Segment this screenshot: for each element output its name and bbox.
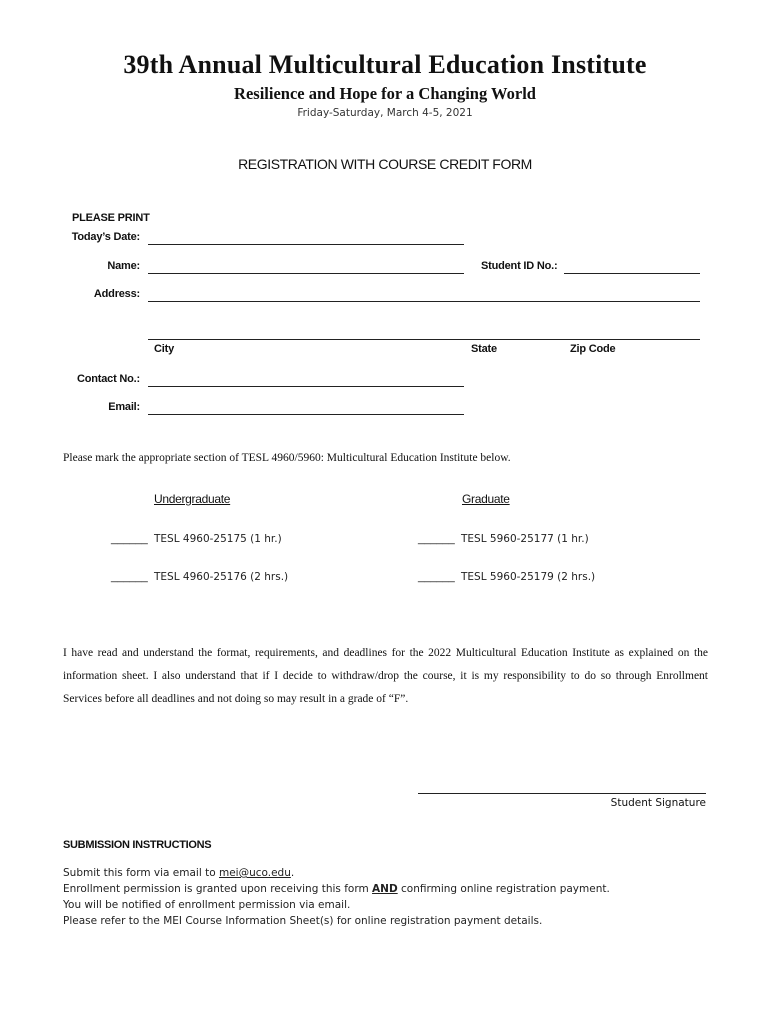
submission-line-4: Please refer to the MEI Course Information Sheet(s) for online registration payment details. (63, 915, 543, 927)
document-subtitle: Resilience and Hope for a Changing World (234, 84, 536, 103)
course-option: TESL 4960-25175 (1 hr.) (154, 533, 282, 545)
form-title: REGISTRATION WITH COURSE CREDIT FORM (238, 156, 532, 172)
email-field[interactable] (148, 414, 464, 415)
undergraduate-heading: Undergraduate (154, 492, 231, 506)
name-label: Name: (107, 260, 140, 272)
address-label: Address: (93, 288, 140, 300)
course-option: TESL 5960-25177 (1 hr.) (461, 533, 589, 545)
submission-line-1 (63, 867, 294, 879)
address-field-line1[interactable] (148, 301, 700, 302)
course-checkmark-blank[interactable]: ______ (111, 533, 148, 545)
please-print-label: PLEASE PRINT (72, 212, 150, 224)
email-link[interactable]: mei@uco.edu (218, 867, 291, 879)
course-checkmark-blank[interactable]: ______ (418, 571, 455, 583)
todays-date-label: Today’s Date: (71, 231, 140, 243)
graduate-heading: Graduate (462, 492, 510, 506)
state-label: State (471, 343, 497, 355)
agreement-paragraph: I have read and understand the format, requirements, and deadlines for the 2022 Multicultural Education Institute as explained on the information sheet. I also understand that if I decide to withdraw/drop the course, it is my responsibility to do so through Enrollment Services before all deadlines and not doing so may result in a grade of “F”. (63, 647, 708, 705)
email-label: Email: (108, 401, 140, 413)
zip-code-label: Zip Code (570, 343, 616, 355)
submission-line-2 (63, 883, 610, 895)
todays-date-field[interactable] (148, 244, 464, 245)
signature-label: Student Signature (610, 797, 706, 809)
and-emphasis: AND (372, 883, 398, 895)
document-title: 39th Annual Multicultural Education Institute (123, 50, 647, 79)
student-id-label: Student ID No.: (481, 260, 558, 272)
address-field-line2[interactable] (148, 339, 700, 340)
submission-line-2-prefix: Enrollment permission is granted upon receiving this form (63, 883, 373, 895)
name-field[interactable] (148, 273, 464, 274)
submission-line-2-suffix: confirming online registration payment. (397, 883, 610, 895)
event-dates: Friday-Saturday, March 4-5, 2021 (297, 107, 473, 119)
submission-line-1-suffix: . (290, 867, 295, 879)
student-id-field[interactable] (564, 273, 700, 274)
course-option: TESL 5960-25179 (2 hrs.) (461, 571, 596, 583)
signature-field[interactable] (418, 793, 706, 794)
contact-label: Contact No.: (77, 373, 140, 385)
course-checkmark-blank[interactable]: ______ (418, 533, 455, 545)
contact-field[interactable] (148, 386, 464, 387)
section-instruction: Please mark the appropriate section of TESL 4960/5960: Multicultural Education Institute below. (63, 452, 511, 464)
course-checkmark-blank[interactable]: ______ (111, 571, 148, 583)
submission-heading: SUBMISSION INSTRUCTIONS (63, 839, 212, 851)
submission-line-1-prefix: Submit this form via email to (63, 867, 219, 879)
submission-line-3: You will be notified of enrollment permission via email. (63, 899, 351, 911)
course-option: TESL 4960-25176 (2 hrs.) (154, 571, 289, 583)
city-label: City (154, 343, 174, 355)
